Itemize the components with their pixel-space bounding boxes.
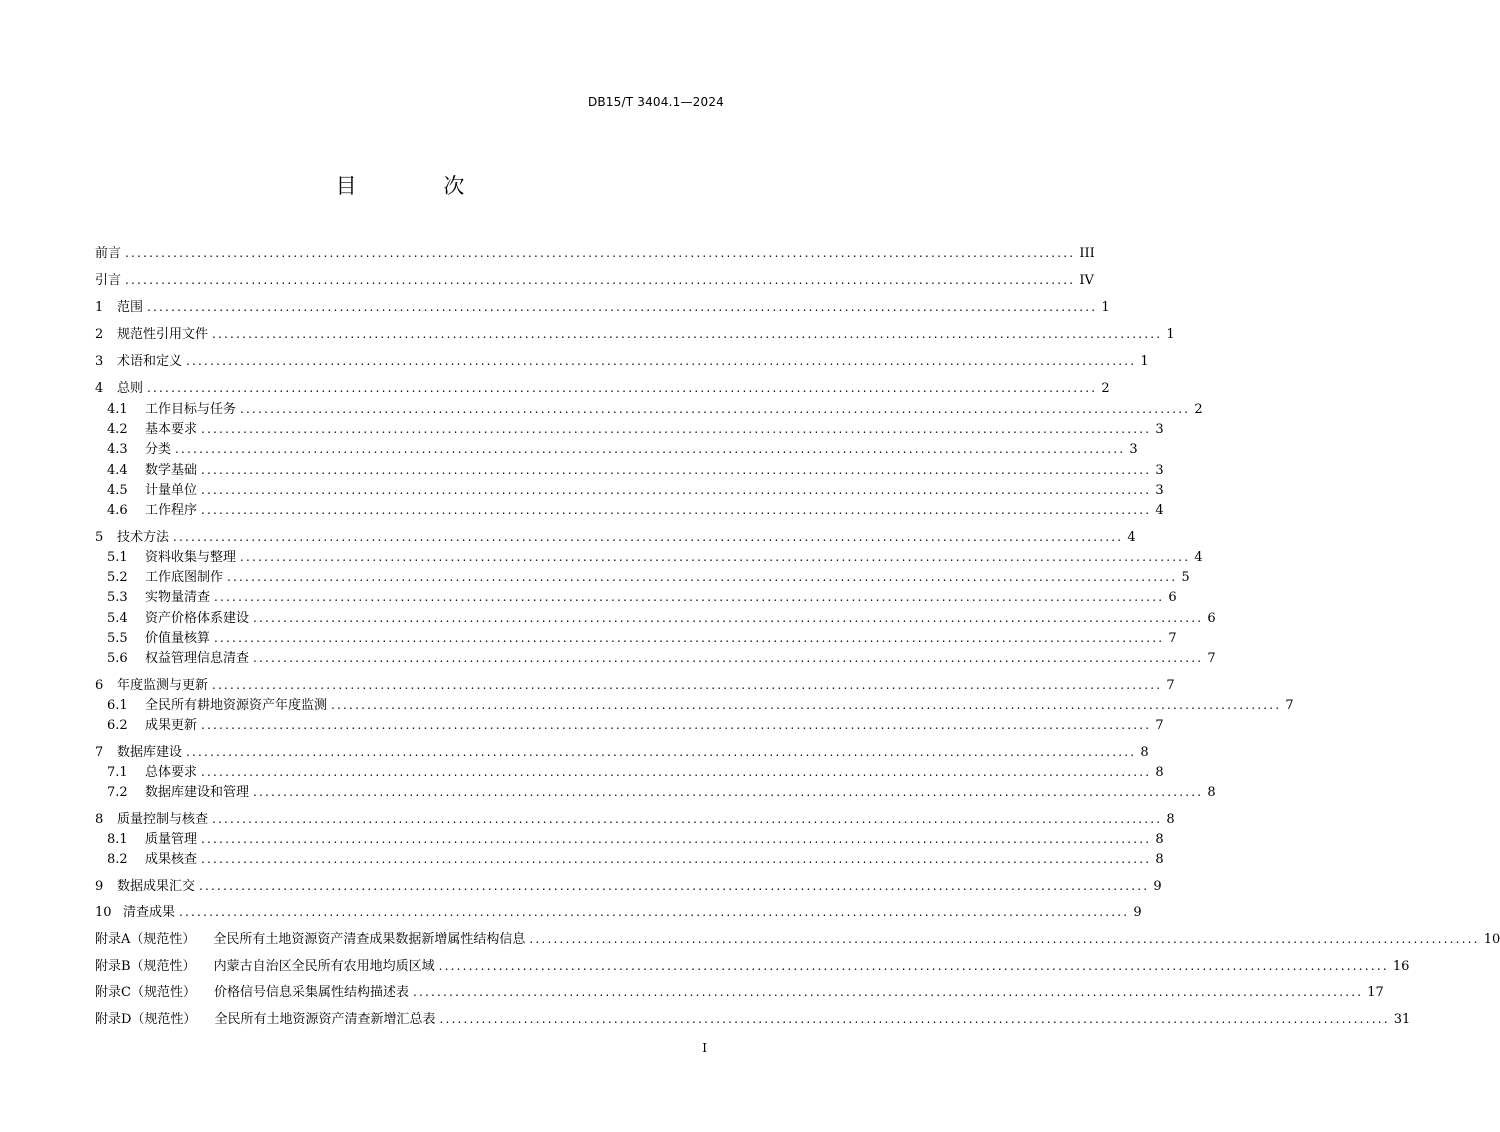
toc-entry-number: 3 <box>95 354 104 369</box>
toc-entry-label: 数学基础 <box>145 463 198 478</box>
toc-entry-number: 7 <box>95 745 104 760</box>
toc-entry-number: 5.3 <box>107 590 128 605</box>
toc-entry-page: 7 <box>1168 631 1177 646</box>
toc-entry-label: 引言 <box>95 273 122 288</box>
toc-leader-dots: .............................................................................................................................................................. <box>201 765 1152 779</box>
toc-leader-dots: .............................................................................................................................................................. <box>201 503 1152 517</box>
toc-entry-number: 4 <box>95 381 104 396</box>
toc-entry[interactable] <box>95 902 1142 922</box>
toc-leader-dots: .............................................................................................................................................................. <box>227 570 1178 584</box>
toc-leader-dots: .............................................................................................................................................................. <box>331 698 1282 712</box>
toc-leader-dots: .............................................................................................................................................................. <box>147 381 1098 395</box>
toc-leader-dots: .............................................................................................................................................................. <box>212 812 1163 826</box>
toc-entry-number: 4.1 <box>107 402 128 417</box>
toc-entry-number: 10 <box>95 905 112 920</box>
toc-entry-label: 资产价格体系建设 <box>145 611 250 626</box>
toc-entry[interactable] <box>95 378 1110 398</box>
toc-entry-label: 总体要求 <box>145 765 198 780</box>
toc-entry-number: 5.5 <box>107 631 128 646</box>
toc-entry-number: 8.2 <box>107 852 128 867</box>
toc-entry-label: 范围 <box>117 300 144 315</box>
toc-annex-number: 附录C（规范性） <box>95 985 196 1000</box>
toc-annex-number: 附录A（规范性） <box>95 932 196 947</box>
toc-leader-dots: .............................................................................................................................................................. <box>125 246 1076 260</box>
toc-entry[interactable] <box>107 547 1203 567</box>
toc-entry-label: 数据库建设 <box>117 745 183 760</box>
toc-entry[interactable] <box>107 460 1164 480</box>
toc-entry-page: 6 <box>1168 590 1177 605</box>
toc-entry[interactable] <box>95 527 1136 547</box>
toc-entry-label: 计量单位 <box>145 483 198 498</box>
toc-entry[interactable] <box>107 695 1294 715</box>
toc-entry-number: 5.2 <box>107 570 128 585</box>
toc-leader-dots: .............................................................................................................................................................. <box>179 905 1130 919</box>
toc-entry-page: 9 <box>1133 905 1142 920</box>
toc-entry-page: 8 <box>1155 832 1164 847</box>
toc-entry-page: 17 <box>1367 985 1384 1000</box>
toc-entry-number: 6 <box>95 678 104 693</box>
toc-entry-page: 3 <box>1129 442 1138 457</box>
toc-entry[interactable] <box>107 419 1164 439</box>
toc-entry-number: 5.6 <box>107 651 128 666</box>
toc-entry-label: 分类 <box>145 442 172 457</box>
toc-leader-dots: .............................................................................................................................................................. <box>212 327 1163 341</box>
toc-entry-label: 总则 <box>117 381 144 396</box>
toc-leader-dots: .............................................................................................................................................................. <box>214 590 1165 604</box>
toc-entry-number: 4.4 <box>107 463 128 478</box>
toc-entry-label: 价格信号信息采集属性结构描述表 <box>213 985 409 1000</box>
toc-leader-dots: .............................................................................................................................................................. <box>212 678 1163 692</box>
toc-entry-label: 成果更新 <box>145 718 198 733</box>
toc-leader-dots: .............................................................................................................................................................. <box>201 718 1152 732</box>
toc-entry-page: 6 <box>1207 611 1216 626</box>
toc-leader-dots: .............................................................................................................................................................. <box>125 273 1076 287</box>
toc-leader-dots: .............................................................................................................................................................. <box>147 300 1098 314</box>
toc-entry-page: 8 <box>1155 765 1164 780</box>
toc-entry[interactable] <box>95 742 1149 762</box>
toc-entry-page: 8 <box>1207 785 1216 800</box>
toc-entry-label: 内蒙古自治区全民所有农用地均质区域 <box>213 959 435 974</box>
toc-entry[interactable] <box>107 587 1177 607</box>
toc-entry-page: 8 <box>1155 852 1164 867</box>
toc-entry[interactable] <box>95 297 1110 317</box>
toc-entry-label: 全民所有耕地资源资产年度监测 <box>145 698 328 713</box>
toc-entry-page: 10 <box>1483 932 1500 947</box>
toc-entry-label: 资料收集与整理 <box>145 550 237 565</box>
toc-entry-number: 9 <box>95 879 104 894</box>
toc-entry-page: 7 <box>1166 678 1175 693</box>
toc-entry-number: 8.1 <box>107 832 128 847</box>
toc-entry-page: 8 <box>1166 812 1175 827</box>
toc-entry[interactable] <box>107 500 1164 520</box>
document-code: DB15/T 3404.1—2024 <box>587 95 724 109</box>
toc-annex-number: 附录D（规范性） <box>95 1012 197 1027</box>
toc-entry-number: 4.5 <box>107 483 128 498</box>
toc-entry[interactable] <box>107 567 1190 587</box>
toc-entry-number: 4.6 <box>107 503 128 518</box>
toc-entry-label: 技术方法 <box>117 530 170 545</box>
toc-entry-number: 2 <box>95 327 104 342</box>
toc-entry[interactable] <box>107 628 1177 648</box>
toc-entry-page: 1 <box>1140 354 1149 369</box>
toc-entry-page: 2 <box>1194 402 1203 417</box>
toc-entry[interactable] <box>107 480 1164 500</box>
toc-entry-page: 2 <box>1101 381 1110 396</box>
toc-entry-label: 年度监测与更新 <box>117 678 209 693</box>
toc-entry-page: 4 <box>1127 530 1136 545</box>
toc-entry-label: 基本要求 <box>145 422 198 437</box>
toc-entry-label: 全民所有土地资源资产清查新增汇总表 <box>214 1012 436 1027</box>
toc-annex-entry[interactable] <box>95 929 1500 949</box>
toc-leader-dots: .............................................................................................................................................................. <box>173 530 1124 544</box>
toc-entry-page: 3 <box>1155 483 1164 498</box>
toc-entry-label: 前言 <box>95 246 122 261</box>
page-number: I <box>702 1041 707 1055</box>
toc-entry-page: 8 <box>1140 745 1149 760</box>
toc-entry-label: 成果核查 <box>145 852 198 867</box>
toc-entry-label: 权益管理信息清查 <box>145 651 250 666</box>
toc-entry-page: 7 <box>1207 651 1216 666</box>
toc-entry-label: 工作底图制作 <box>145 570 224 585</box>
toc-entry-number: 4.3 <box>107 442 128 457</box>
toc-leader-dots: .............................................................................................................................................................. <box>439 1012 1390 1026</box>
toc-entry-page: 1 <box>1101 300 1110 315</box>
toc-leader-dots: .............................................................................................................................................................. <box>253 611 1204 625</box>
toc-entry-label: 术语和定义 <box>117 354 183 369</box>
toc-entry-label: 清查成果 <box>123 905 176 920</box>
toc-annex-entry[interactable] <box>95 1009 1411 1029</box>
toc-entry-label: 工作程序 <box>145 503 198 518</box>
toc-entry-page: 3 <box>1155 422 1164 437</box>
toc-entry-page: 1 <box>1166 327 1175 342</box>
toc-leader-dots: .............................................................................................................................................................. <box>412 985 1364 999</box>
toc-entry-number: 5.4 <box>107 611 128 626</box>
toc-entry[interactable] <box>95 351 1149 371</box>
toc-leader-dots: .............................................................................................................................................................. <box>175 442 1126 456</box>
toc-entry[interactable] <box>107 439 1138 459</box>
toc-leader-dots: .............................................................................................................................................................. <box>240 550 1191 564</box>
toc-leader-dots: .............................................................................................................................................................. <box>438 959 1389 973</box>
toc-leader-dots: .............................................................................................................................................................. <box>201 852 1152 866</box>
toc-entry[interactable] <box>95 675 1175 695</box>
toc-entry-label: 全民所有土地资源资产清查成果数据新增属性结构信息 <box>213 932 526 947</box>
toc-entry-page: 16 <box>1392 959 1410 974</box>
toc-entry-page: IV <box>1079 273 1094 288</box>
toc-entry-label: 实物量清查 <box>145 590 211 605</box>
toc-leader-dots: .............................................................................................................................................................. <box>253 785 1204 799</box>
toc-entry[interactable] <box>107 608 1216 628</box>
toc-entry-number: 5 <box>95 530 104 545</box>
toc-entry-number: 6.1 <box>107 698 128 713</box>
toc-entry-number: 6.2 <box>107 718 128 733</box>
toc-leader-dots: .............................................................................................................................................................. <box>201 483 1152 497</box>
toc-annex-number: 附录B（规范性） <box>95 959 196 974</box>
toc-entry[interactable] <box>107 782 1216 802</box>
toc-entry-page: 9 <box>1153 879 1162 894</box>
toc-annex-entry[interactable] <box>95 982 1384 1002</box>
toc-leader-dots: .............................................................................................................................................................. <box>201 422 1152 436</box>
toc-entry[interactable] <box>95 243 1095 263</box>
toc-entry-page: 3 <box>1155 463 1164 478</box>
toc-leader-dots: .............................................................................................................................................................. <box>201 832 1152 846</box>
toc-leader-dots: .............................................................................................................................................................. <box>214 631 1165 645</box>
page-title: 目 次 <box>335 174 505 198</box>
toc-entry[interactable] <box>107 399 1203 419</box>
toc-entry[interactable] <box>95 270 1094 290</box>
toc-entry-label: 数据成果汇交 <box>117 879 196 894</box>
toc-leader-dots: .............................................................................................................................................................. <box>529 932 1480 946</box>
toc-entry-page: 4 <box>1194 550 1203 565</box>
toc-leader-dots: .............................................................................................................................................................. <box>199 879 1150 893</box>
toc-entry[interactable] <box>95 876 1162 896</box>
toc-entry-number: 7.1 <box>107 765 128 780</box>
toc-entry-label: 规范性引用文件 <box>117 327 209 342</box>
toc-entry-page: 4 <box>1155 503 1164 518</box>
toc-entry[interactable] <box>107 715 1164 735</box>
toc-entry-page: 5 <box>1181 570 1190 585</box>
toc-entry-page: III <box>1079 246 1095 261</box>
toc-leader-dots: .............................................................................................................................................................. <box>186 745 1137 759</box>
toc-entry-label: 价值量核算 <box>145 631 211 646</box>
toc-leader-dots: .............................................................................................................................................................. <box>201 463 1152 477</box>
toc-entry-label: 质量控制与核查 <box>117 812 209 827</box>
toc-entry[interactable] <box>107 829 1164 849</box>
toc-entry[interactable] <box>107 849 1164 869</box>
toc-entry[interactable] <box>107 648 1216 668</box>
toc-annex-entry[interactable] <box>95 956 1410 976</box>
toc-entry-page: 7 <box>1155 718 1164 733</box>
toc-entry-page: 7 <box>1285 698 1294 713</box>
toc-entry-number: 5.1 <box>107 550 128 565</box>
toc-leader-dots: .............................................................................................................................................................. <box>253 651 1204 665</box>
toc-entry-number: 1 <box>95 300 104 315</box>
toc-leader-dots: .............................................................................................................................................................. <box>240 402 1191 416</box>
toc-entry-number: 4.2 <box>107 422 128 437</box>
toc-entry-page: 31 <box>1393 1012 1411 1027</box>
toc-entry-label: 质量管理 <box>145 832 198 847</box>
toc-entry[interactable] <box>95 809 1175 829</box>
toc-entry[interactable] <box>107 762 1164 782</box>
toc-entry-label: 工作目标与任务 <box>145 402 237 417</box>
toc-entry[interactable] <box>95 324 1175 344</box>
toc-entry-number: 7.2 <box>107 785 128 800</box>
toc-leader-dots: .............................................................................................................................................................. <box>186 354 1137 368</box>
toc-entry-number: 8 <box>95 812 104 827</box>
toc-entry-label: 数据库建设和管理 <box>145 785 250 800</box>
